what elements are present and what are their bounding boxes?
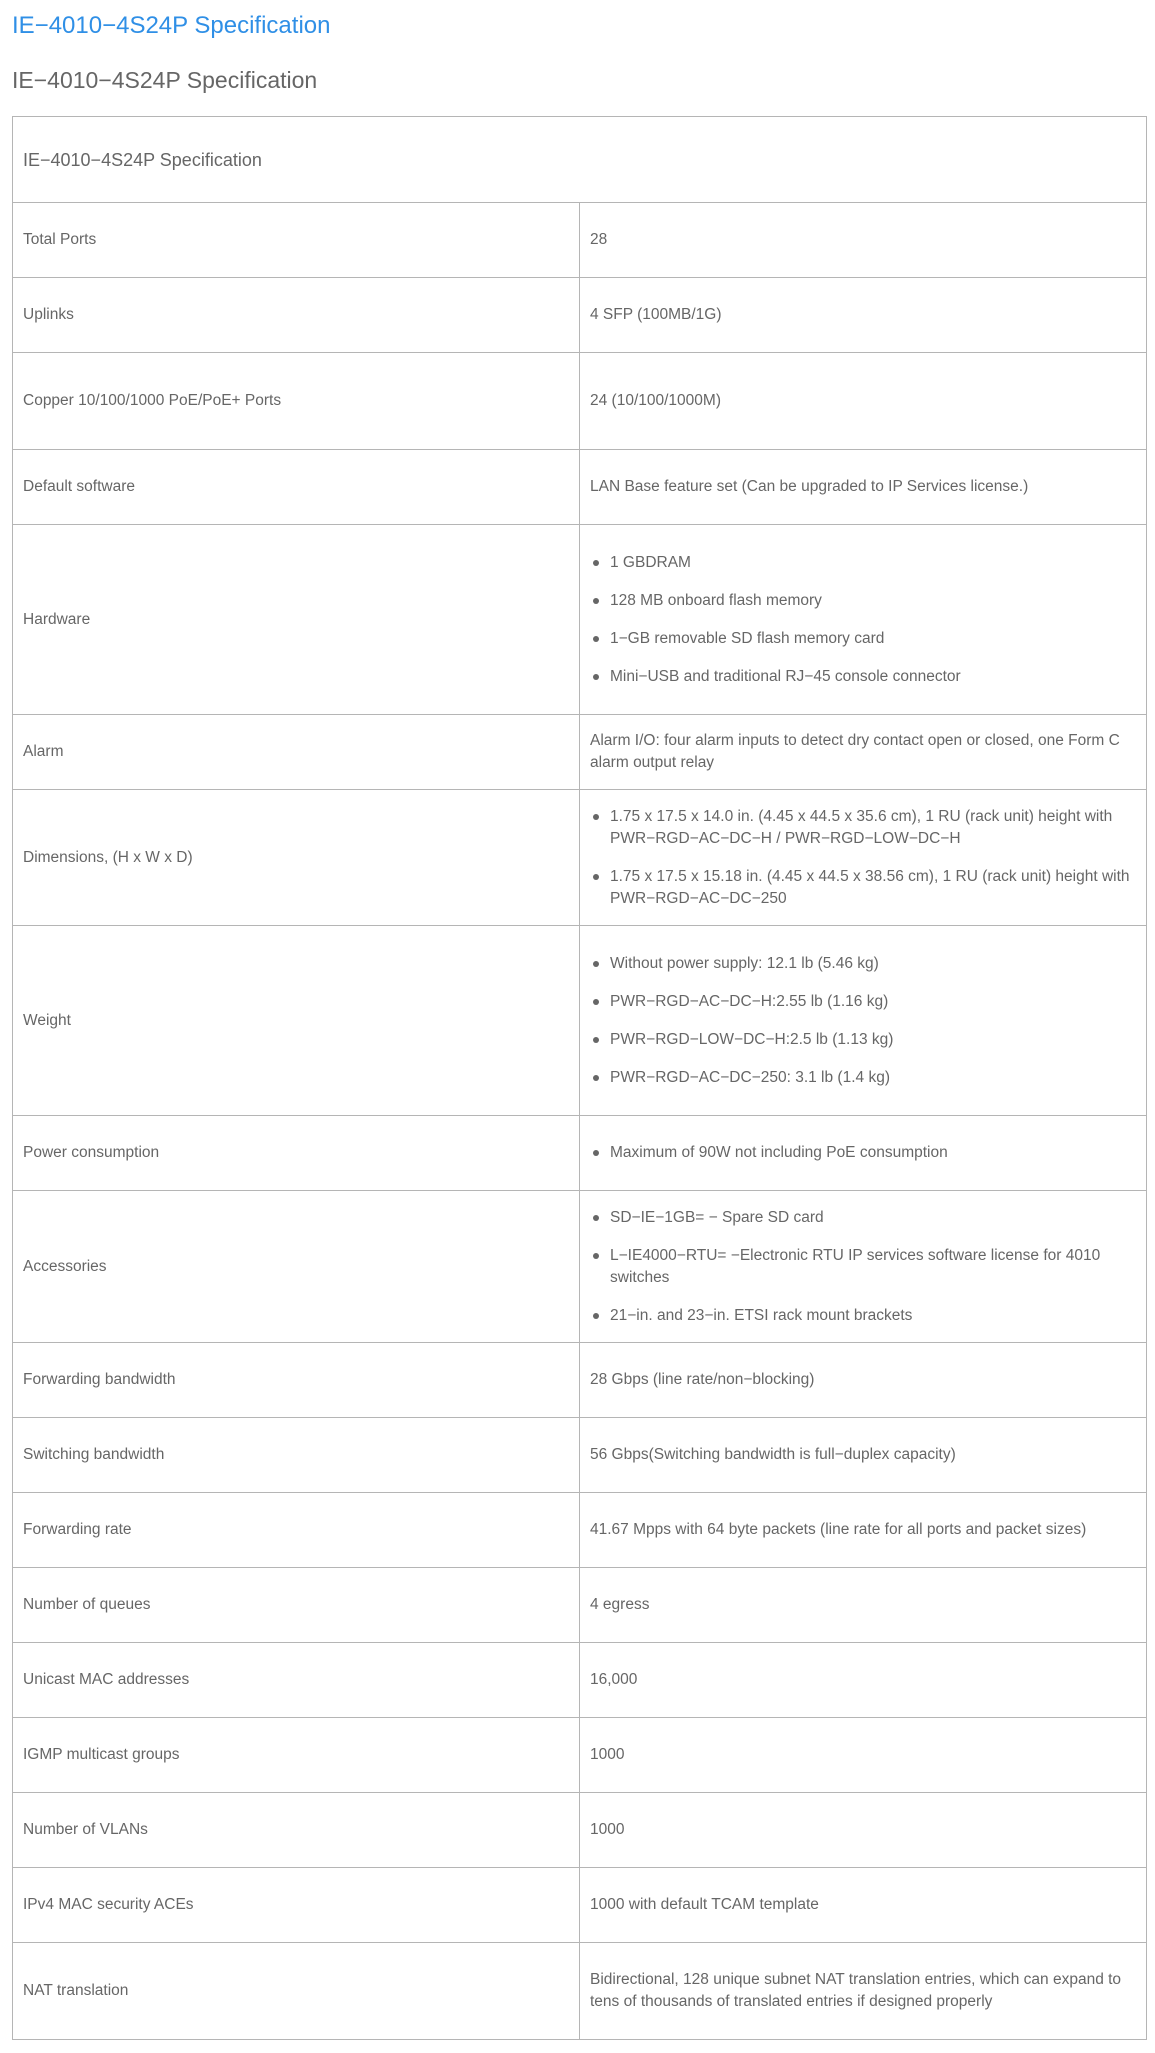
spec-value: 1000 with default TCAM template: [580, 1868, 1147, 1943]
table-row: [13, 1343, 1147, 1418]
page-subtitle: IE−4010−4S24P Specification: [12, 67, 318, 93]
list-item: 1 GBDRAM: [590, 552, 1136, 574]
table-row: [13, 353, 1147, 450]
table-row: [13, 926, 1147, 1116]
table-row: [13, 1493, 1147, 1568]
list-item: Mini−USB and traditional RJ−45 console connector: [590, 666, 1136, 688]
table-row: [13, 1568, 1147, 1643]
list-item: L−IE4000−RTU= −Electronic RTU IP services software license for 4010 switches: [590, 1245, 1136, 1289]
spec-label: NAT translation: [13, 1943, 580, 2040]
table-row: [13, 1793, 1147, 1868]
spec-value: 24 (10/100/1000M): [580, 353, 1147, 450]
spec-value-list: [590, 953, 1136, 1089]
spec-label: Forwarding bandwidth: [13, 1343, 580, 1418]
spec-label: Uplinks: [13, 278, 580, 353]
spec-value: [580, 926, 1147, 1116]
table-caption: IE−4010−4S24P Specification: [13, 117, 1147, 203]
page-title-link[interactable]: IE−4010−4S24P Specification: [12, 12, 331, 39]
table-row: [13, 1718, 1147, 1793]
spec-value: LAN Base feature set (Can be upgraded to IP Services license.): [580, 450, 1147, 525]
spec-value: 4 SFP (100MB/1G): [580, 278, 1147, 353]
spec-label: Number of VLANs: [13, 1793, 580, 1868]
list-item: Without power supply: 12.1 lb (5.46 kg): [590, 953, 1136, 975]
spec-value-list: [590, 552, 1136, 688]
table-row: [13, 203, 1147, 278]
list-item: 1.75 x 17.5 x 14.0 in. (4.45 x 44.5 x 35.6 cm), 1 RU (rack unit) height with PWR−RGD−AC−DC−H / PWR−RGD−LOW−DC−H: [590, 806, 1136, 850]
spec-value: 1000: [580, 1793, 1147, 1868]
table-row: [13, 715, 1147, 790]
spec-label: IPv4 MAC security ACEs: [13, 1868, 580, 1943]
list-item: Maximum of 90W not including PoE consumption: [590, 1142, 1136, 1164]
spec-label: Weight: [13, 926, 580, 1116]
list-item: 128 MB onboard flash memory: [590, 590, 1136, 612]
spec-value: 16,000: [580, 1643, 1147, 1718]
table-row: [13, 1191, 1147, 1343]
spec-value: 28: [580, 203, 1147, 278]
spec-value: [580, 790, 1147, 926]
spec-label: Copper 10/100/1000 PoE/PoE+ Ports: [13, 353, 580, 450]
spec-label: Power consumption: [13, 1116, 580, 1191]
spec-value: 4 egress: [580, 1568, 1147, 1643]
spec-value: [580, 525, 1147, 715]
table-row: [13, 278, 1147, 353]
list-item: PWR−RGD−LOW−DC−H:2.5 lb (1.13 kg): [590, 1029, 1136, 1051]
spec-value: [580, 1116, 1147, 1191]
list-item: 21−in. and 23−in. ETSI rack mount brackets: [590, 1305, 1136, 1327]
spec-value-list: [590, 1142, 1136, 1164]
spec-label: Total Ports: [13, 203, 580, 278]
list-item: 1.75 x 17.5 x 15.18 in. (4.45 x 44.5 x 38.56 cm), 1 RU (rack unit) height with PWR−RGD−AC−DC−250: [590, 866, 1136, 910]
spec-value-list: [590, 1207, 1136, 1327]
spec-value-list: [590, 806, 1136, 910]
table-row: [13, 790, 1147, 926]
spec-value: Bidirectional, 128 unique subnet NAT translation entries, which can expand to tens of thousands of translated entries if designed properly: [580, 1943, 1147, 2040]
table-row: [13, 525, 1147, 715]
spec-label: Accessories: [13, 1191, 580, 1343]
specification-table: [12, 116, 1147, 2040]
spec-label: Switching bandwidth: [13, 1418, 580, 1493]
table-row: [13, 1943, 1147, 2040]
list-item: 1−GB removable SD flash memory card: [590, 628, 1136, 650]
spec-label: Dimensions, (H x W x D): [13, 790, 580, 926]
spec-label: Alarm: [13, 715, 580, 790]
spec-value: 41.67 Mpps with 64 byte packets (line rate for all ports and packet sizes): [580, 1493, 1147, 1568]
spec-label: Default software: [13, 450, 580, 525]
spec-label: IGMP multicast groups: [13, 1718, 580, 1793]
table-row: [13, 1116, 1147, 1191]
list-item: PWR−RGD−AC−DC−250: 3.1 lb (1.4 kg): [590, 1067, 1136, 1089]
spec-value: 1000: [580, 1718, 1147, 1793]
spec-label: Number of queues: [13, 1568, 580, 1643]
spec-value: Alarm I/O: four alarm inputs to detect dry contact open or closed, one Form C alarm output relay: [580, 715, 1147, 790]
table-caption-row: [13, 117, 1147, 203]
list-item: SD−IE−1GB= − Spare SD card: [590, 1207, 1136, 1229]
table-row: [13, 1418, 1147, 1493]
spec-value: 56 Gbps(Switching bandwidth is full−duplex capacity): [580, 1418, 1147, 1493]
spec-value: 28 Gbps (line rate/non−blocking): [580, 1343, 1147, 1418]
table-row: [13, 450, 1147, 525]
table-body: [13, 203, 1147, 2040]
list-item: PWR−RGD−AC−DC−H:2.55 lb (1.16 kg): [590, 991, 1136, 1013]
table-row: [13, 1868, 1147, 1943]
spec-label: Hardware: [13, 525, 580, 715]
spec-label: Forwarding rate: [13, 1493, 580, 1568]
spec-value: [580, 1191, 1147, 1343]
spec-label: Unicast MAC addresses: [13, 1643, 580, 1718]
table-row: [13, 1643, 1147, 1718]
